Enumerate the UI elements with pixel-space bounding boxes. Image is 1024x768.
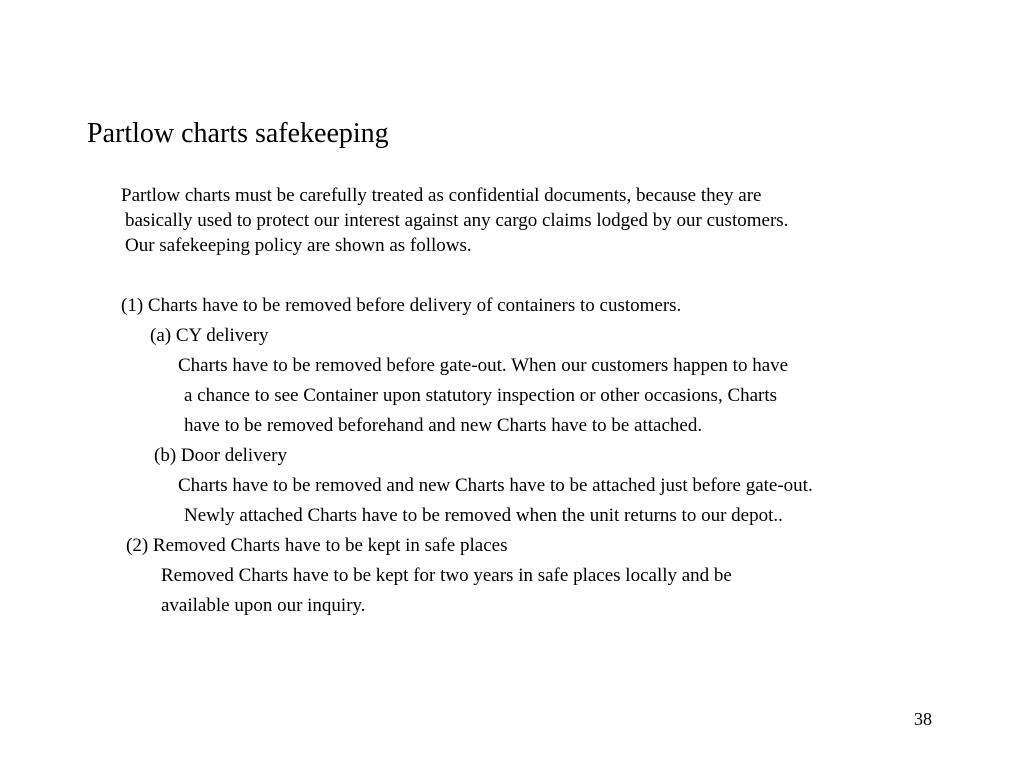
door-delivery-heading: (b) Door delivery <box>154 445 287 466</box>
intro-line-2: basically used to protect our interest against any cargo claims lodged by our customers. <box>125 210 789 231</box>
cy-delivery-heading: (a) CY delivery <box>150 325 269 346</box>
door-delivery-line-2: Newly attached Charts have to be removed when the unit returns to our depot.. <box>184 505 783 526</box>
section-2-line-1: Removed Charts have to be kept for two years in safe places locally and be <box>161 565 732 586</box>
section-2-heading: (2) Removed Charts have to be kept in safe places <box>126 535 508 556</box>
section-1-heading: (1) Charts have to be removed before delivery of containers to customers. <box>121 295 682 316</box>
door-delivery-line-1: Charts have to be removed and new Charts have to be attached just before gate-out. <box>178 475 813 496</box>
intro-line-1: Partlow charts must be carefully treated as confidential documents, because they are <box>121 185 762 206</box>
intro-line-3: Our safekeeping policy are shown as follows. <box>125 235 472 256</box>
section-2-line-2: available upon our inquiry. <box>161 595 366 616</box>
cy-delivery-line-1: Charts have to be removed before gate-out. When our customers happen to have <box>178 355 789 376</box>
cy-delivery-line-2: a chance to see Container upon statutory inspection or other occasions, Charts <box>184 385 778 406</box>
slide-title: Partlow charts safekeeping <box>87 118 389 149</box>
page-number: 38 <box>914 709 932 729</box>
cy-delivery-line-3: have to be removed beforehand and new Charts have to be attached. <box>184 415 703 436</box>
